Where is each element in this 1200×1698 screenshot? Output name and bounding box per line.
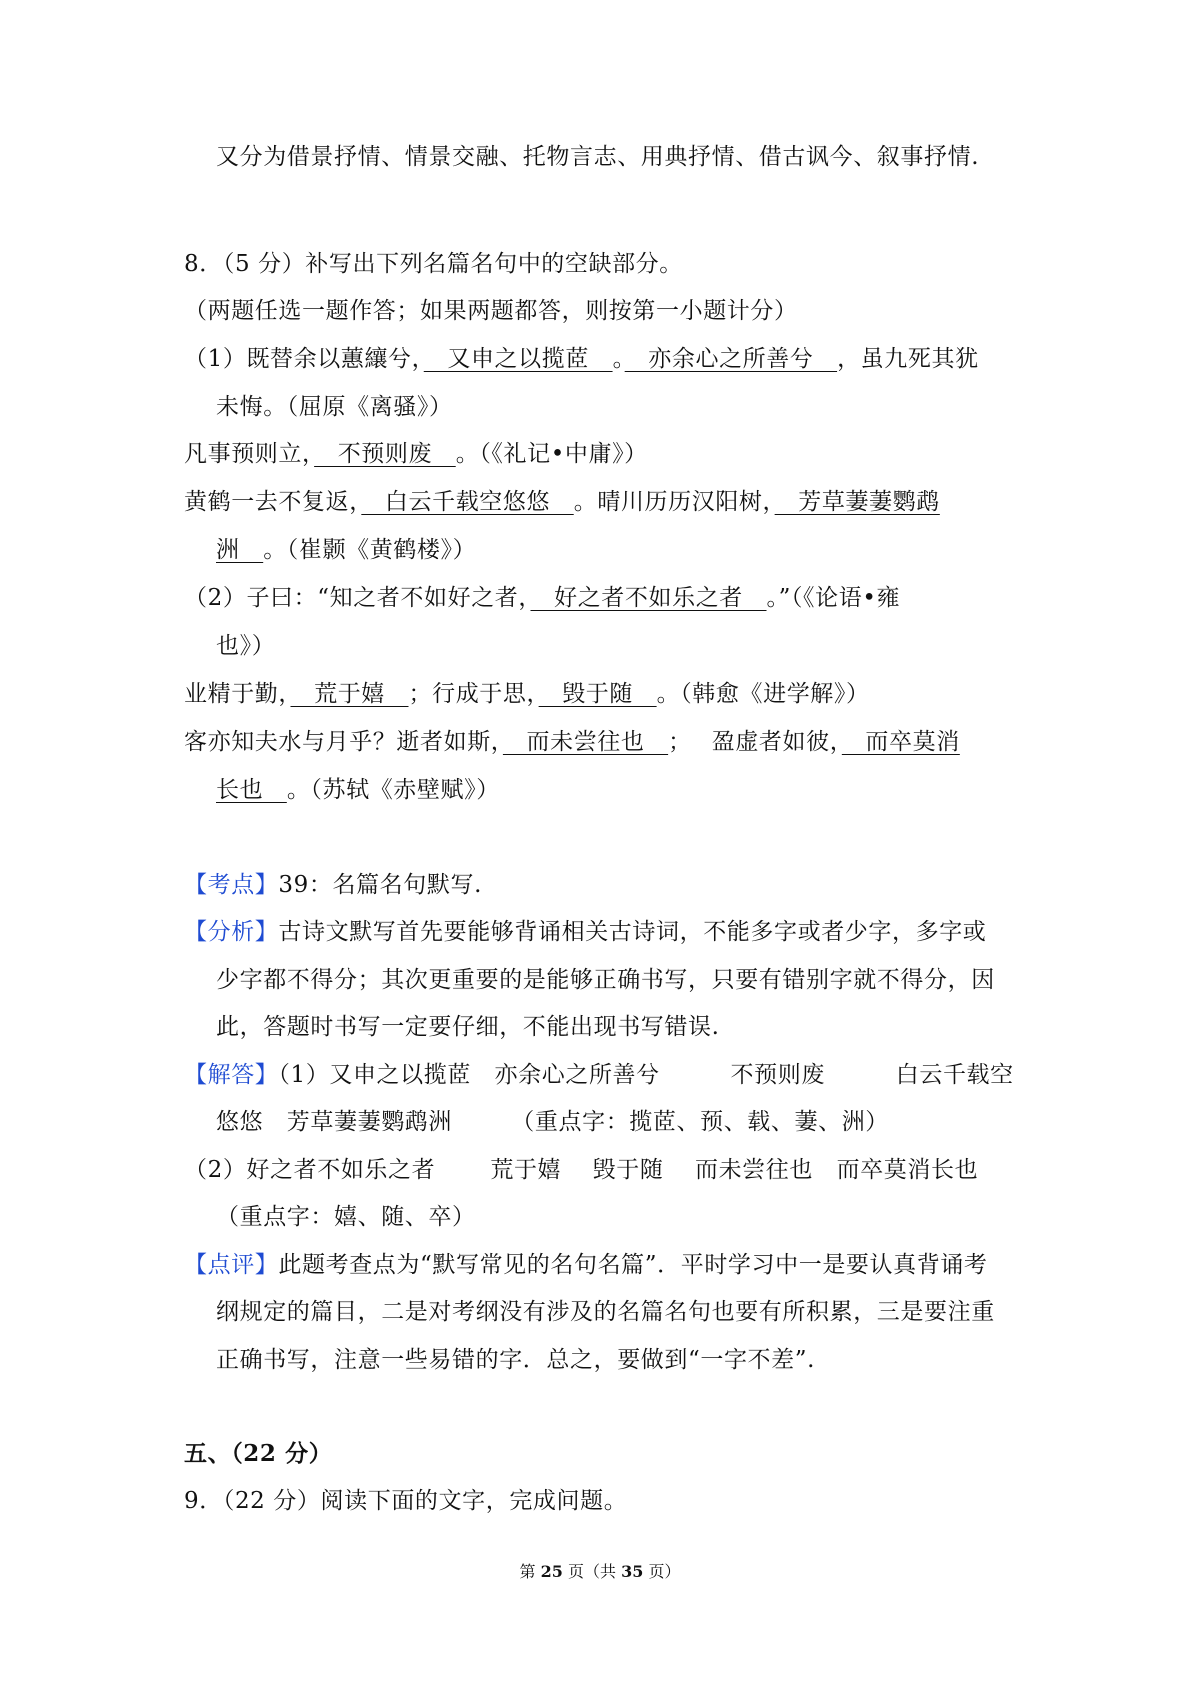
q8-header [184,248,683,280]
verse-text: ； 盈虚者如彼， [668,729,842,755]
dianping-line-1 [184,1249,988,1281]
kaodian-text: 39：名篇名句默写. [278,872,482,898]
q8-chibifu-cont [216,774,500,806]
jieda-line-2: 悠悠 芳草萋萋鹦鹉洲 （重点字：揽茝、预、载、萋、洲） [216,1109,889,1135]
q8-prompt: 补写出下列名篇名句中的空缺部分。 [305,251,683,277]
verse-text: 客亦知夫水与月乎？逝者如斯， [184,729,503,755]
answer-blank: 长也 [216,777,287,803]
verse-text: 。 [612,346,625,372]
verse-text: 子曰：“知之者不如好之者， [246,585,531,611]
verse-text: 业精于勤， [184,681,291,707]
q8-part1-cont: 未悔。（屈原《离骚》） [216,394,453,420]
q8-part2-line [184,582,900,614]
answer-blank: 而卒莫消 [841,729,960,755]
answer-blank: 毁于随 [538,681,657,707]
verse-text: ；行成于思， [408,681,539,707]
q8-chibifu-line [184,726,960,758]
q8-part2-label: （2） [184,585,247,611]
jieda-line-3: （2）好之者不如乐之者 荒于嬉 毁于随 而未尝往也 而卒莫消长也 [184,1157,979,1183]
q9-number: 9． [184,1488,223,1514]
footer-text: 第 [519,1562,541,1581]
kaodian-line [184,869,482,901]
verse-text: ，虽九死其犹 [837,346,979,372]
answer-blank: 又申之以揽茝 [423,346,613,372]
dianping-text: 此题考查点为“默写常见的名句名篇”．平时学习中一是要认真背诵考 [278,1252,988,1278]
verse-text: 。（《礼记•中庸》） [455,441,648,467]
q8-part1-label: （1） [184,346,247,372]
dianping-line-2: 纲规定的篇目，二是对考纲没有涉及的名篇名句也要有所积累，三是要注重 [216,1299,995,1325]
verse-text: 。（苏轼《赤壁赋》） [286,777,500,803]
dianping-tag: 【点评】 [184,1252,279,1278]
jieda-tag: 【解答】 [184,1062,279,1088]
verse-text: 既替余以蕙纕兮， [246,346,424,372]
answer-blank: 好之者不如乐之者 [530,585,767,611]
q8-instruction: （两题任选一题作答；如果两题都答，则按第一小题计分） [184,298,798,324]
q8-huanghelou-line [184,486,940,518]
answer-blank: 荒于嬉 [290,681,409,707]
q8-part2-cont: 也》） [216,633,276,659]
jieda-text: （1）又申之以揽茝 亦余心之所善兮 不预则废 白云千载空 [278,1062,1014,1088]
q8-score: （5 分） [222,251,306,277]
fenxi-tag: 【分析】 [184,919,279,945]
q8-liji-line [184,438,648,470]
fenxi-line-1 [184,916,986,948]
verse-text: 黄鹤一去不复返， [184,489,362,515]
kaodian-tag: 【考点】 [184,872,279,898]
answer-blank: 芳草萋萋鹦鹉 [774,489,940,515]
section5-heading: 五、（22 分） [184,1440,333,1467]
verse-text: 。”（《论语•雍 [766,585,901,611]
answer-blank: 不预则废 [314,441,456,467]
answer-blank: 亦余心之所善兮 [624,346,838,372]
q8-part1-line [184,343,979,375]
footer-text: 页） [643,1562,681,1581]
q8-huanghelou-cont [216,534,476,566]
footer-text: 页（共 [562,1562,622,1581]
q8-jinxuejie-line [184,678,870,710]
q9-prompt: 阅读下面的文字，完成问题。 [320,1488,628,1514]
answer-blank: 而未尝往也 [502,729,669,755]
q8-number: 8． [184,251,223,277]
current-page-number: 25 [540,1562,563,1581]
answer-blank: 洲 [216,537,264,563]
total-page-number: 35 [621,1562,644,1581]
fenxi-text: 古诗文默写首先要能够背诵相关古诗词，不能多字或者少字，多字或 [278,919,987,945]
q9-score: （22 分） [222,1488,321,1514]
verse-text: 。晴川历历汉阳树， [573,489,775,515]
verse-text: 凡事预则立， [184,441,315,467]
dianping-line-3: 正确书写，注意一些易错的字．总之，要做到“一字不差”. [216,1347,816,1373]
jieda-line-1 [184,1059,1014,1091]
verse-text: 。（韩愈《进学解》） [656,681,870,707]
fenxi-line-2: 少字都不得分；其次更重要的是能够正确书写，只要有错别字就不得分，因 [216,967,995,993]
verse-text: 。（崔颢《黄鹤楼》） [263,537,477,563]
jieda-line-4: （重点字：嬉、随、卒） [216,1204,476,1230]
answer-blank: 白云千载空悠悠 [361,489,574,515]
fenxi-line-3: 此，答题时书写一定要仔细，不能出现书写错误. [216,1014,720,1040]
page-footer [0,1562,1200,1582]
q9-line [184,1485,627,1517]
intro-tail-line: 又分为借景抒情、情景交融、托物言志、用典抒情、借古讽今、叙事抒情. [216,144,980,170]
